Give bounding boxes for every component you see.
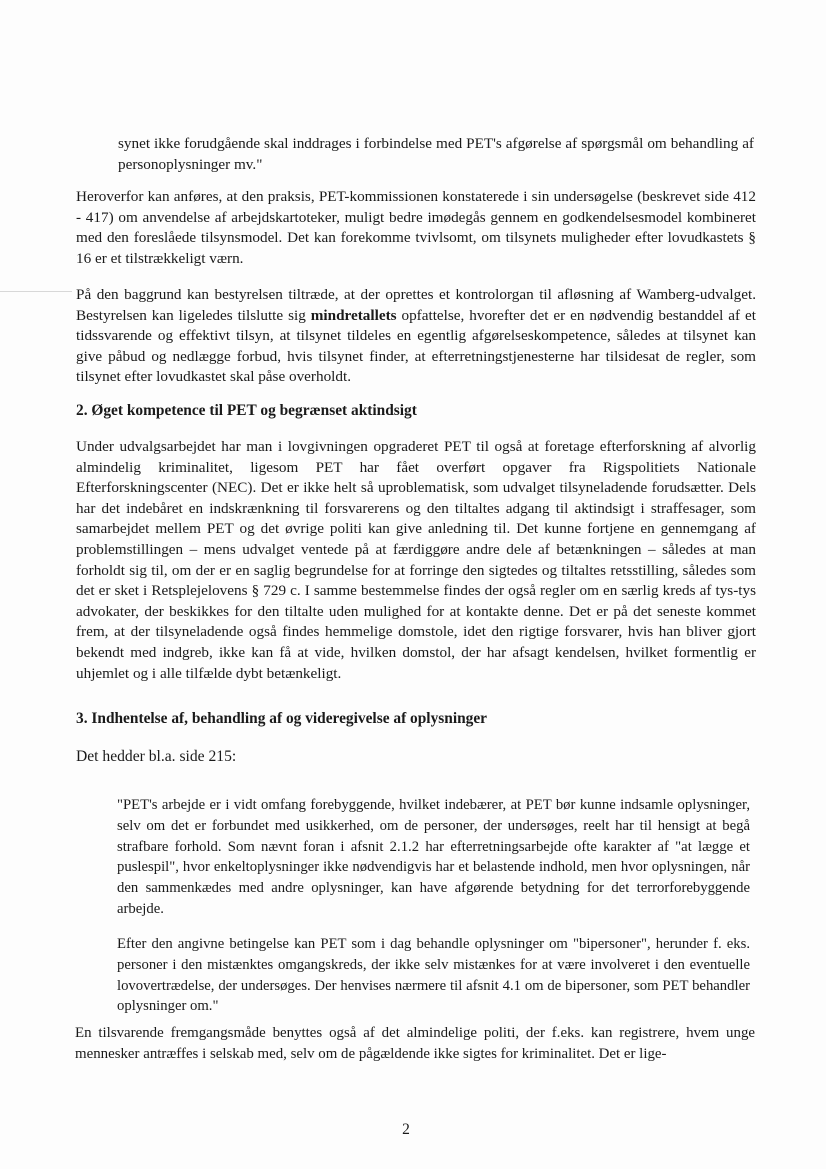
block-quote-pet-arbejde: "PET's arbejde er i vidt omfang forebyggende, hvilket indebærer, at PET bør kunne indsamle oplysninger, selv om det er forbundet med usikkerhed, om de personer, der undersøges, reelt har til hensigt at begå strafbare forhold. Som nævnt foran i afsnit 2.1.2 har efterretningsarbejde ofte karakter af "at lægge et puslespil", hvor enkeltoplysninger ikke nødvendigvis har et belastende indhold, men hvor oplysningen, når den sammenkædes med andre oplysninger, kan have afgørende betydning for det terrorforebyggende arbejde. [117,797,750,917]
page-number: 2 [402,1121,410,1138]
block-quote-bipersoner: Efter den angivne betingelse kan PET som i dag behandle oplysninger om "bipersoner", herunder f. eks. personer i den mistænktes omgangskreds, der ikke selv mistænkes for at være involveret i den eventuelle lovovertrædelse, der undersøges. Der henvises nærmere til afsnit 4.1 om de bipersoner, som PET behandler oplysninger om." [117,936,750,1015]
scan-artifact-line [0,291,72,292]
section-heading-2: 2. Øget kompetence til PET og begrænset aktindsigt [76,402,417,419]
quote-continuation: synet ikke forudgående skal inddrages i forbindelse med PET's afgørelse af spørgsmål om behandling af personoplysninger mv." [118,135,754,173]
paragraph-baggrund [76,285,756,388]
paragraph-baggrund-end: opfattelse, hvorefter det er en nødvendig bestanddel af et tidssvarende og effektivt tilsyn, at tilsynet tildeles en egentlig afgørelseskompetence, således at tilsynet kan give påbud og nedlægge forbud, hvis tilsynet finder, at efterretningstjenesterne har tilsidesat de regler, som tilsynet efter lovudkastet skal påse overholdt. [76,306,757,386]
paragraph-baggrund-start: På den baggrund kan bestyrelsen tiltræde, at der oprettes et kontrolorgan til afløsning af Wamberg-udvalget. Bestyrelsen kan ligeledes tilslutte sig [76,286,756,324]
paragraph-praksis: Heroverfor kan anføres, at den praksis, PET-kommissionen konstaterede i sin undersøgelse (beskrevet side 412 - 417) om anvendelse af arbejdskartoteker, muligt bedre imødegås gennem en godkendelsesmodel kombineret med den foreslåede tilsynsmodel. Det kan forekomme tvivlsomt, om tilsynets muligheder efter lovudkastets § 16 er et tilstrækkeligt værn. [76,188,756,267]
paragraph-citation-intro: Det hedder bl.a. side 215: [76,748,237,765]
paragraph-udvalgsarbejde: Under udvalgsarbejdet har man i lovgivningen opgraderet PET til også at foretage efterforskning af alvorlig almindelig kriminalitet, ligesom PET har fået overført opgaver fra Rigspolitiets Nationale Efterforskningscenter (NEC). Det er ikke helt så uproblematisk, som udvalget tilsyneladende forudsætter. Dels har det indebåret en indskrænkning til forsvarerens og den tiltaltes adgang til aktindsigt i straffesager, som samarbejdet mellem PET og det øvrige politi kan give anledning til. Det kunne fortjene en gennemgang af problemstillingen – mens udvalget ventede på at færdiggøre andre dele af betænkningen – således at man forholdt sig til, om der er en saglig begrundelse for at forringe den sigtedes og tiltaltes retsstilling, således som det er sket i Retsplejelovens § 729 c. I samme bestemmelse findes der også regler om en særlig kreds af tys-tys advokater, der beskikkes for den tiltalte uden mulighed for at kontakte denne. Det er på det seneste kommet frem, at der tilsyneladende også findes hemmelige domstole, idet den rigtige forsvarer, hvis han bliver gjort bekendt med indgreb, ikke kan få at vide, hvilken domstol, der har afsagt kendelsen, hvilket formentlig er uhjemlet og i alle tilfælde dybt betænkeligt. [76,438,756,682]
paragraph-tilsvarende: En tilsvarende fremgangsmåde benyttes også af det almindelige politi, der f.eks. kan registrere, hvem unge mennesker antræffes i selskab med, selv om de pågældende ikke sigtes for kriminalitet. Det er lige- [75,1025,755,1062]
section-heading-3: 3. Indhentelse af, behandling af og videregivelse af oplysninger [76,710,488,727]
bold-mindretallets: mindretallets [310,306,397,324]
